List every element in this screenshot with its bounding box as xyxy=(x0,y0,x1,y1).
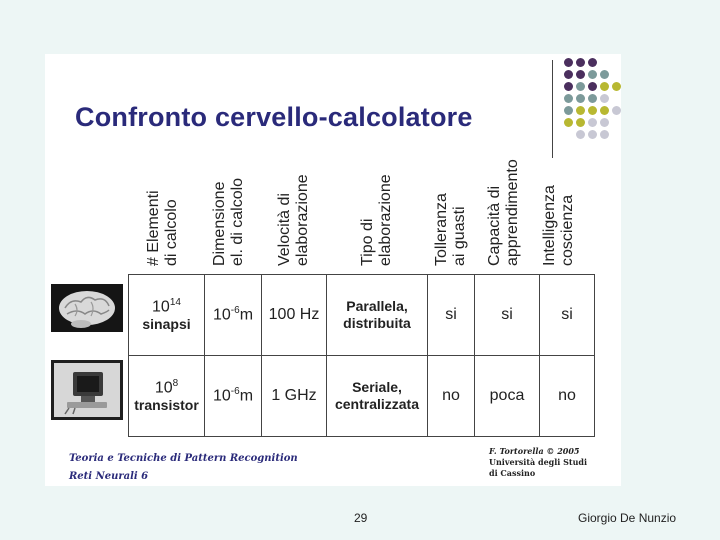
dot xyxy=(600,118,609,127)
credit-footer xyxy=(489,446,587,479)
dot xyxy=(564,58,573,67)
page-number: 29 xyxy=(354,511,368,525)
dot xyxy=(612,82,621,91)
dot xyxy=(576,70,585,79)
brain-icon xyxy=(51,284,123,332)
cell-intelligence: no xyxy=(540,356,595,437)
divider-line xyxy=(552,60,553,158)
header-intelligence: Intelligenza coscienza xyxy=(541,185,576,266)
cell-type: Parallela, distribuita xyxy=(327,275,428,356)
header-learning: Capacità di apprendimento xyxy=(486,159,521,266)
dot xyxy=(600,94,609,103)
table-row-brain xyxy=(129,275,595,356)
dot xyxy=(576,118,585,127)
dot xyxy=(600,82,609,91)
dot xyxy=(612,106,621,115)
dot xyxy=(564,106,573,115)
comparison-table xyxy=(128,274,595,437)
header-fault-tolerance: Tolleranza ai guasti xyxy=(433,193,468,266)
credit-author: F. Tortorella © 2005 xyxy=(489,446,580,456)
dot xyxy=(564,70,573,79)
cell-type: Seriale, centralizzata xyxy=(327,356,428,437)
credit-city: di Cassino xyxy=(489,468,536,478)
dot xyxy=(588,94,597,103)
header-elements: # Elementi di calcolo xyxy=(145,190,180,266)
cell-learning: si xyxy=(475,275,540,356)
dot xyxy=(588,130,597,139)
cell-size: $10^{-6}m$ xyxy=(205,356,262,437)
dot xyxy=(576,82,585,91)
header-type: Tipo di elaborazione xyxy=(359,174,394,266)
brain-image xyxy=(51,284,123,332)
header-speed: Velocità di elaborazione xyxy=(276,174,311,266)
course-footer xyxy=(69,450,298,486)
dot xyxy=(588,70,597,79)
dot xyxy=(564,94,573,103)
dot xyxy=(576,94,585,103)
dot xyxy=(600,106,609,115)
cell-learning: poca xyxy=(475,356,540,437)
author-name: Giorgio De Nunzio xyxy=(578,511,677,525)
course-section: Reti Neurali 6 xyxy=(69,471,149,482)
slide-title: Confronto cervello-calcolatore xyxy=(75,102,473,132)
computer-image xyxy=(51,360,123,420)
cell-fault: no xyxy=(428,356,475,437)
cell-fault: si xyxy=(428,275,475,356)
credit-university: Università degli Studi xyxy=(489,457,588,467)
slide-image-panel xyxy=(45,54,621,486)
dot xyxy=(576,106,585,115)
dot xyxy=(588,58,597,67)
cell-intelligence: si xyxy=(540,275,595,356)
dot xyxy=(588,106,597,115)
cell-speed: 100 Hz xyxy=(262,275,327,356)
cell-elements: $10^{14}$ sinapsi xyxy=(129,275,205,356)
cell-speed: 1 GHz xyxy=(262,356,327,437)
dot xyxy=(588,82,597,91)
dot xyxy=(564,118,573,127)
dot xyxy=(600,70,609,79)
dot xyxy=(564,82,573,91)
cell-elements: $10^8$ transistor xyxy=(129,356,205,437)
dot xyxy=(600,130,609,139)
dot xyxy=(588,118,597,127)
table-row-computer xyxy=(129,356,595,437)
dot xyxy=(576,130,585,139)
cell-size: $10^{-6}m$ xyxy=(205,275,262,356)
course-title: Teoria e Tecniche di Pattern Recognition xyxy=(69,453,298,464)
header-size: Dimensione el. di calcolo xyxy=(211,177,246,266)
dot xyxy=(576,58,585,67)
computer-icon xyxy=(51,360,123,420)
